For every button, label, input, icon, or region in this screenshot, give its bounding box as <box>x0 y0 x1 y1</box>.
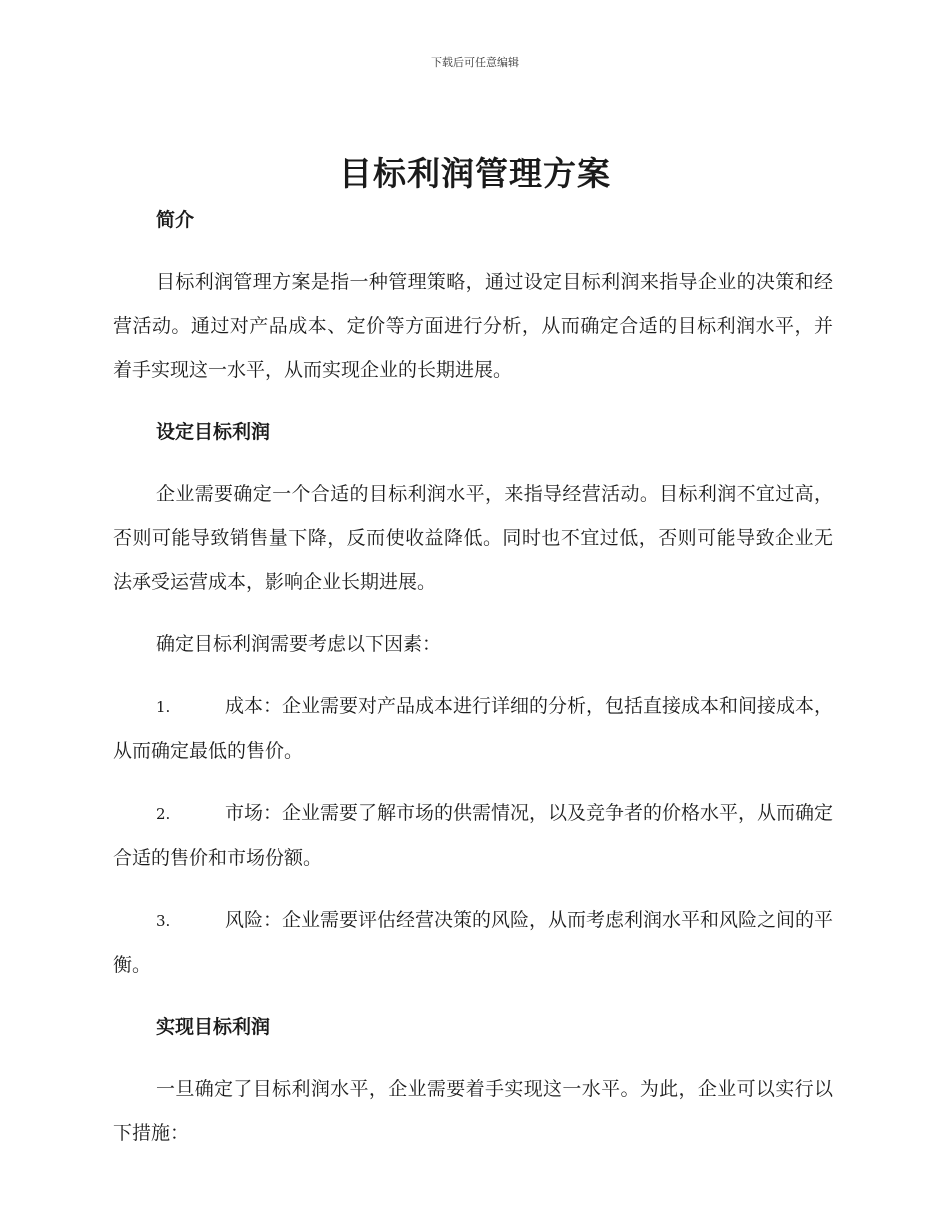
list-item-number: 1. <box>156 698 171 716</box>
section-heading: 简介 <box>156 209 195 231</box>
section-set-target-profit <box>113 410 833 987</box>
section-heading: 设定目标利润 <box>156 421 271 443</box>
section-achieve-target-profit <box>113 1005 833 1155</box>
page-header-note: 下载后可任意编辑 <box>431 56 519 69</box>
list-item <box>113 684 833 773</box>
section-intro <box>113 198 833 392</box>
paragraph: 一旦确定了目标利润水平，企业需要着手实现这一水平。为此，企业可以实行以下措施： <box>113 1078 833 1144</box>
paragraph: 目标利润管理方案是指一种管理策略，通过设定目标利润来指导企业的决策和经营活动。通过对产品成本、定价等方面进行分析，从而确定合适的目标利润水平，并着手实现这一水平，从而实现企业的长期进展。 <box>113 271 833 381</box>
document-title: 目标利润管理方案 <box>339 154 611 193</box>
list-item <box>113 898 833 987</box>
list-item <box>113 791 833 880</box>
section-heading: 实现目标利润 <box>156 1016 271 1038</box>
list-item-number: 3. <box>156 912 171 930</box>
paragraph: 确定目标利润需要考虑以下因素： <box>156 633 442 655</box>
paragraph: 企业需要确定一个合适的目标利润水平，来指导经营活动。目标利润不宜过高，否则可能导致销售量下降，反而使收益降低。同时也不宜过低，否则可能导致企业无法承受运营成本，影响企业长期进展。 <box>113 483 833 593</box>
list-item-text: 成本：企业需要对产品成本进行详细的分析，包括直接成本和间接成本，从而确定最低的售价。 <box>113 695 834 762</box>
list-item-number: 2. <box>156 805 171 823</box>
list-item-text: 风险：企业需要评估经营决策的风险，从而考虑利润水平和风险之间的平衡。 <box>113 909 834 976</box>
document-body <box>113 198 833 1155</box>
list-item-text: 市场：企业需要了解市场的供需情况，以及竞争者的价格水平，从而确定合适的售价和市场份额。 <box>113 802 834 869</box>
